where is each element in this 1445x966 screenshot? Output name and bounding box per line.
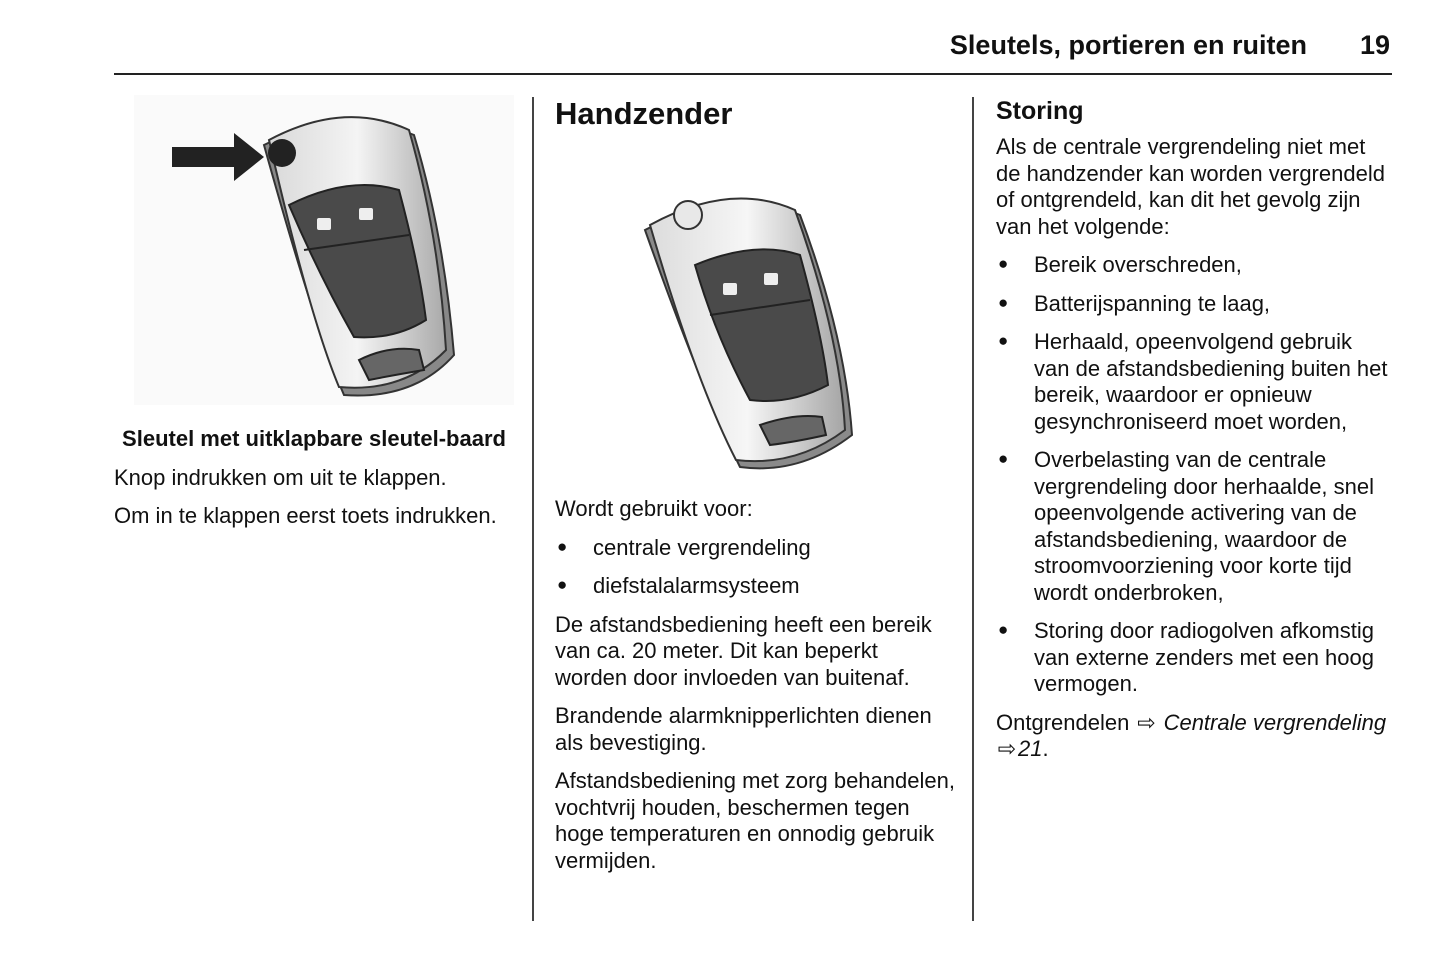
cross-reference	[996, 710, 1391, 763]
section-title: Sleutels, portieren en ruiten	[949, 30, 1307, 60]
reference-page[interactable]: 21	[1018, 736, 1043, 761]
paragraph: De afstandsbediening heeft een bereik van ca. 20 meter. Dit kan beperkt worden door invloeden van buitenaf.	[555, 611, 932, 690]
list-item: ● Herhaald, opeenvolgend gebruik van de afstandsbediening buiten het bereik, waardoor er opnieuw gesynchroniseerd moet worden,	[996, 329, 1391, 435]
key-fold-figure	[114, 95, 524, 415]
list-item: ● centrale vergrendeling	[555, 535, 955, 562]
reference-link[interactable]: Centrale vergrendeling	[1163, 709, 1387, 735]
paragraph: Brandende alarmknipperlichten dienen als bevestiging.	[555, 703, 932, 755]
paragraph: Om in te klappen eerst toets indrukken.	[114, 503, 497, 528]
paragraph: Wordt gebruikt voor:	[555, 496, 753, 521]
column-divider-1	[532, 97, 534, 921]
usage-list	[555, 535, 955, 600]
paragraph: Afstandsbediening met zorg behandelen, vochtvrij houden, beschermen tegen hoge temperaturen en onnodig gebruik vermijden.	[555, 768, 955, 873]
arrow-reference-icon: ⇨	[1137, 709, 1156, 735]
section-heading: Storing	[996, 97, 1084, 125]
remote-drawing	[645, 198, 852, 468]
page-number: 19	[1359, 30, 1390, 60]
arrow-reference-icon: ⇨	[997, 736, 1017, 761]
unlock-icon	[764, 273, 778, 285]
list-item: ● Batterijspanning te laag,	[996, 291, 1391, 318]
column-divider-2	[972, 97, 974, 921]
reference-label: Ontgrendelen	[996, 709, 1130, 735]
fault-list	[996, 252, 1391, 698]
figure-caption: Sleutel met uitklapbare sleutel-baard	[122, 426, 506, 451]
column-3	[996, 96, 1391, 775]
list-item: ● diefstalalarmsysteem	[555, 573, 955, 600]
list-item: ● Overbelasting van de centrale vergrendeling door herhaalde, snel opeenvolgende activering van de afstandsbediening, waardoor de stroomvoorziening voor korte tijd wordt onderbroken,	[996, 447, 1391, 606]
column-2	[555, 96, 955, 132]
lock-icon	[317, 218, 331, 230]
lock-icon	[723, 283, 737, 295]
column-2-body	[555, 496, 955, 886]
reference-end: .	[1042, 736, 1049, 761]
column-1	[114, 426, 514, 542]
list-item: ● Storing door radiogolven afkomstig van externe zenders met een hoog vermogen.	[996, 618, 1391, 698]
header-divider	[114, 73, 1392, 75]
paragraph: Als de centrale vergrendeling niet met de handzender kan worden vergrendeld of ontgrendeld, kan dit het gevolg zijn van het volgende:	[996, 134, 1385, 239]
remote-figure	[560, 185, 940, 475]
list-item: ● Bereik overschreden,	[996, 252, 1391, 279]
unlock-icon	[359, 208, 373, 220]
paragraph: Knop indrukken om uit te klappen.	[114, 464, 447, 490]
section-heading: Handzender	[555, 96, 733, 131]
